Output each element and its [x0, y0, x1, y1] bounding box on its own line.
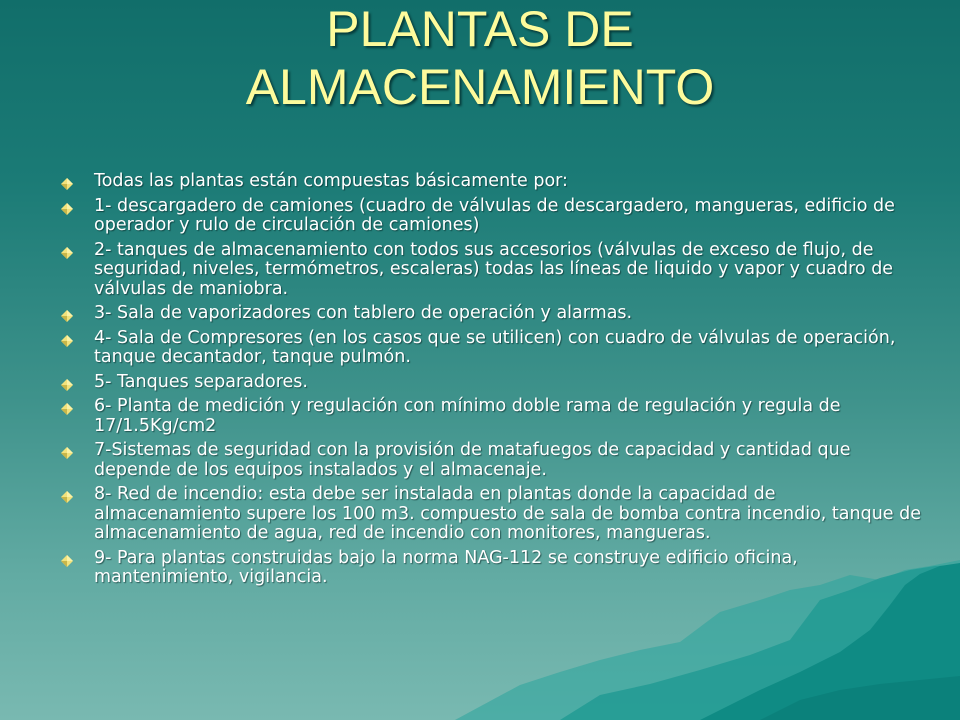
bullet-text: 9- Para plantas construidas bajo la norma NAG-112 se construye edificio oficina, mantenimiento, vigilancia. [94, 547, 798, 587]
bullet-item [60, 197, 922, 236]
diamond-bullet-icon [60, 246, 74, 260]
bullet-item [60, 485, 922, 544]
bullet-item [60, 373, 922, 393]
bullet-text: 3- Sala de vaporizadores con tablero de operación y alarmas. [94, 303, 633, 323]
diamond-bullet-icon [60, 378, 74, 392]
bullet-text: 4- Sala de Compresores (en los casos que se utilicen) con cuadro de válvulas de operación, tanque decantador, tanque pulmón. [94, 327, 896, 367]
diamond-bullet-icon [60, 402, 74, 416]
bullet-item [60, 549, 922, 588]
bullet-text: 8- Red de incendio: esta debe ser instalada en plantas donde la capacidad de almacenamiento supere los 100 m3. compuesto de sala de bomba contra incendio, tanque de almacenamiento de agua, red de incendio con monitores, mangueras. [94, 484, 921, 543]
bullet-item [60, 172, 922, 192]
bullet-item [60, 241, 922, 300]
diamond-bullet-icon [60, 202, 74, 216]
diamond-bullet-icon [60, 446, 74, 460]
bullet-list [60, 172, 922, 593]
bullet-text: 5- Tanques separadores. [94, 371, 308, 392]
bullet-text: 7-Sistemas de seguridad con la provisión de matafuegos de capacidad y cantidad que depende de los equipos instalados y el almacenaje. [94, 440, 851, 480]
bullet-item [60, 397, 922, 436]
bullet-text: 6- Planta de medición y regulación con mínimo doble rama de regulación y regula de 17/1.5Kg/cm2 [94, 396, 841, 436]
bullet-text: 2- tanques de almacenamiento con todos sus accesorios (válvulas de exceso de flujo, de seguridad, niveles, termómetros, escaleras) todas las líneas de liquido y vapor y cuadro de válvulas de maniobra. [94, 239, 894, 299]
diamond-bullet-icon [60, 554, 74, 568]
diamond-bullet-icon [60, 177, 74, 191]
bullet-item [60, 329, 922, 368]
slide-title-line-1: PLANTAS DE [326, 1, 634, 57]
diamond-bullet-icon [60, 334, 74, 348]
slide-title-line-2: ALMACENAMIENTO [245, 59, 715, 115]
diamond-bullet-icon [60, 309, 74, 323]
bullet-item [60, 304, 922, 324]
bullet-text: 1- descargadero de camiones (cuadro de válvulas de descargadero, mangueras, edificio de operador y rulo de circulación de camiones) [94, 195, 895, 235]
bullet-item [60, 441, 922, 480]
slide-title [0, 0, 960, 116]
bullet-text: Todas las plantas están compuestas básicamente por: [94, 171, 568, 191]
diamond-bullet-icon [60, 490, 74, 504]
